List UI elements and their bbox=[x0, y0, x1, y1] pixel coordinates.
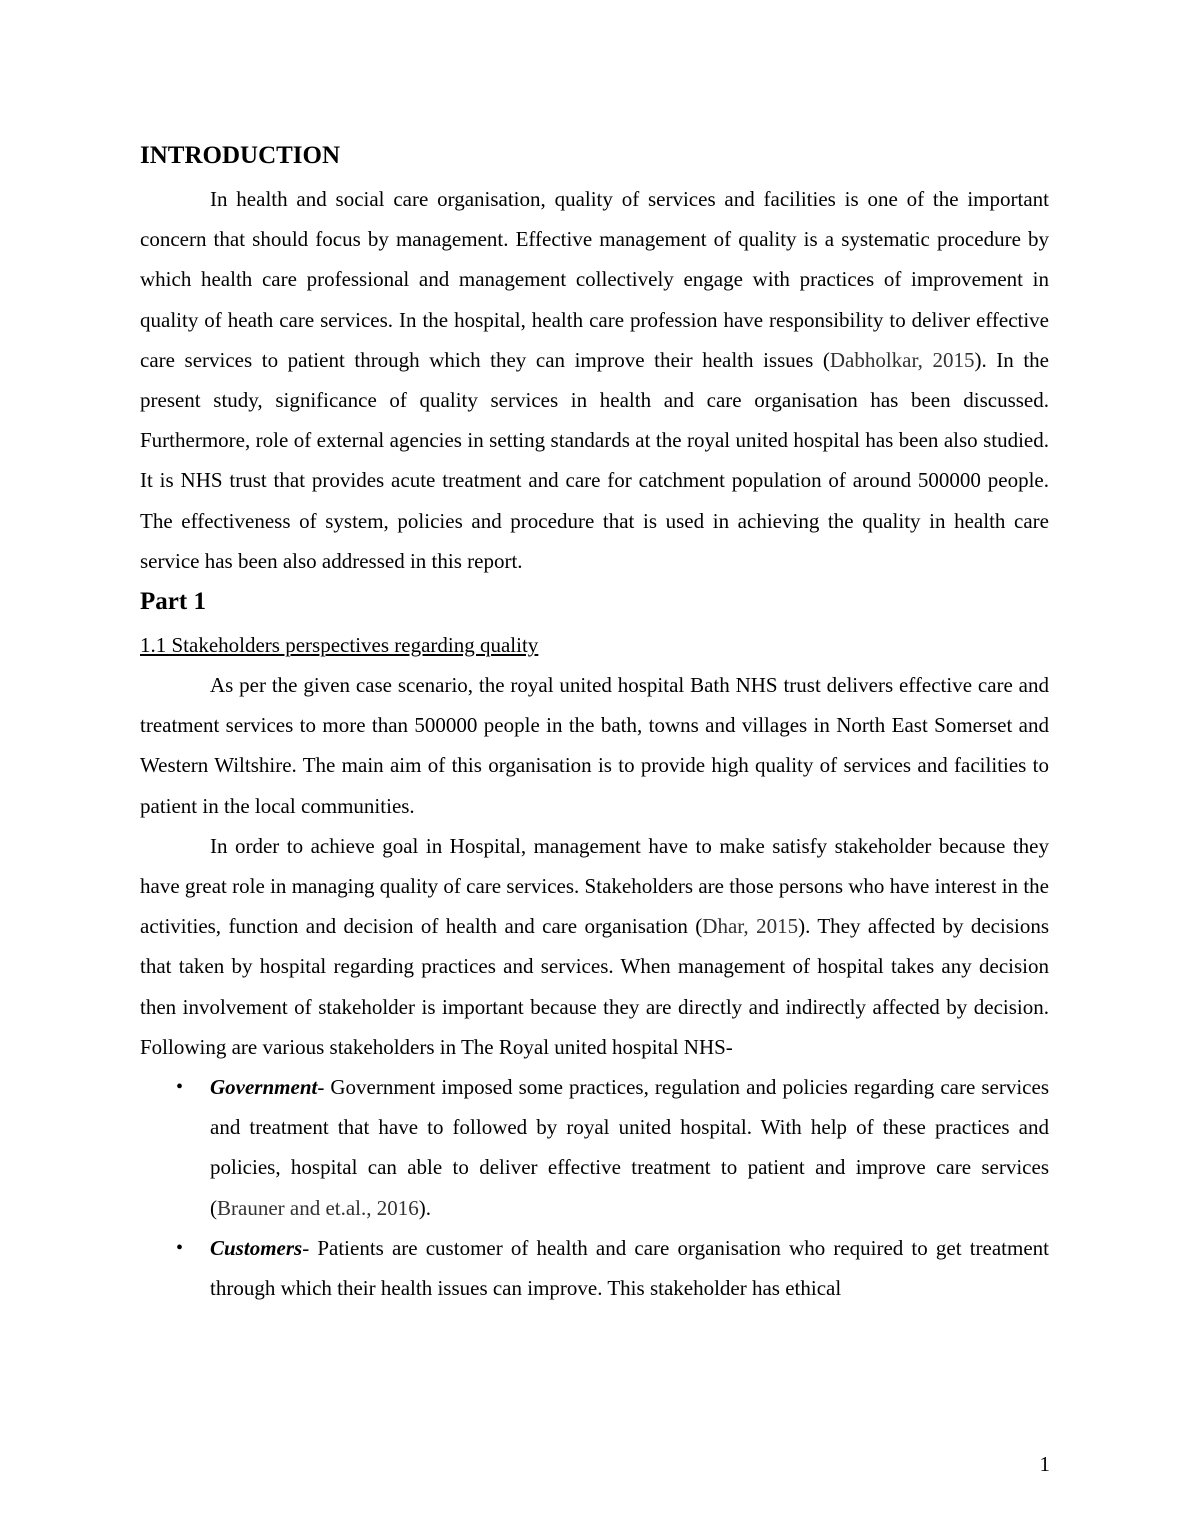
term-government: Government bbox=[210, 1075, 318, 1100]
stakeholders-subheading: 1.1 Stakeholders perspectives regarding quality bbox=[140, 633, 539, 658]
page-content bbox=[140, 139, 1049, 1308]
list-item-government bbox=[140, 1067, 1049, 1228]
government-text-after-citation: ). bbox=[418, 1195, 432, 1220]
intro-text-after-citation: ). In the present study, significance of quality services in health and care organisation has been discussed. Furthermore, role of external agencies in setting standards at the royal united hospital has been also studied. It is NHS trust that provides acute treatment and care for catchment population of around 500000 people. The effectiveness of system, policies and procedure that is used in achieving the quality in health care service has been also addressed in this report. bbox=[140, 347, 1049, 573]
stakeholder-list bbox=[140, 1067, 1049, 1308]
bullet-icon: • bbox=[176, 1236, 184, 1259]
part1-heading: Part 1 bbox=[140, 588, 206, 616]
government-text-before-citation: - Government imposed some practices, regulation and policies regarding care services and treatment that have to followed by royal united hospital. With help of these practices and policies, hospital can able to deliver effective treatment to patient and improve care services ( bbox=[210, 1075, 1049, 1220]
customers-text: - Patients are customer of health and care organisation who required to get treatment through which their health issues can improve. This stakeholder has ethical bbox=[210, 1235, 1049, 1301]
intro-text-before-citation: In health and social care organisation, quality of services and facilities is one of the important concern that should focus by management. Effective management of quality is a systematic procedure by which health care professional and management collectively engage with practices of improvement in quality of heath care services. In the hospital, health care profession have responsibility to deliver effective care services to patient through which they can improve their health issues ( bbox=[140, 187, 1049, 372]
stakeholder-definition-paragraph bbox=[140, 826, 1049, 1067]
introduction-paragraph bbox=[140, 179, 1049, 581]
term-customers: Customers bbox=[210, 1235, 303, 1260]
bullet-icon: • bbox=[176, 1076, 184, 1099]
para2-text-after-citation: ). They affected by decisions that taken by hospital regarding practices and services. When management of hospital takes any decision then involvement of stakeholder is important because they are directly and indirectly affected by decision. Following are various stakeholders in The Royal united hospital NHS- bbox=[140, 914, 1049, 1059]
list-item-customers bbox=[140, 1228, 1049, 1308]
introduction-heading: INTRODUCTION bbox=[140, 142, 341, 169]
case-scenario-paragraph: As per the given case scenario, the royal united hospital Bath NHS trust delivers effective care and treatment services to more than 500000 people in the bath, towns and villages in North East Somerset and Western Wiltshire. The main aim of this organisation is to provide high quality of services and facilities to patient in the local communities. bbox=[140, 673, 1049, 818]
citation-brauner: Brauner and et.al., 2016 bbox=[217, 1195, 419, 1220]
citation-dhar: Dhar, 2015 bbox=[702, 914, 799, 939]
citation-dabholkar: Dabholkar, 2015 bbox=[829, 347, 975, 372]
page-number: 1 bbox=[1039, 1452, 1050, 1476]
para2-text-before-citation: In order to achieve goal in Hospital, management have to make satisfy stakeholder because they have great role in managing quality of care services. Stakeholders are those persons who have interest in the activities, function and decision of health and care organisation ( bbox=[140, 833, 1049, 939]
